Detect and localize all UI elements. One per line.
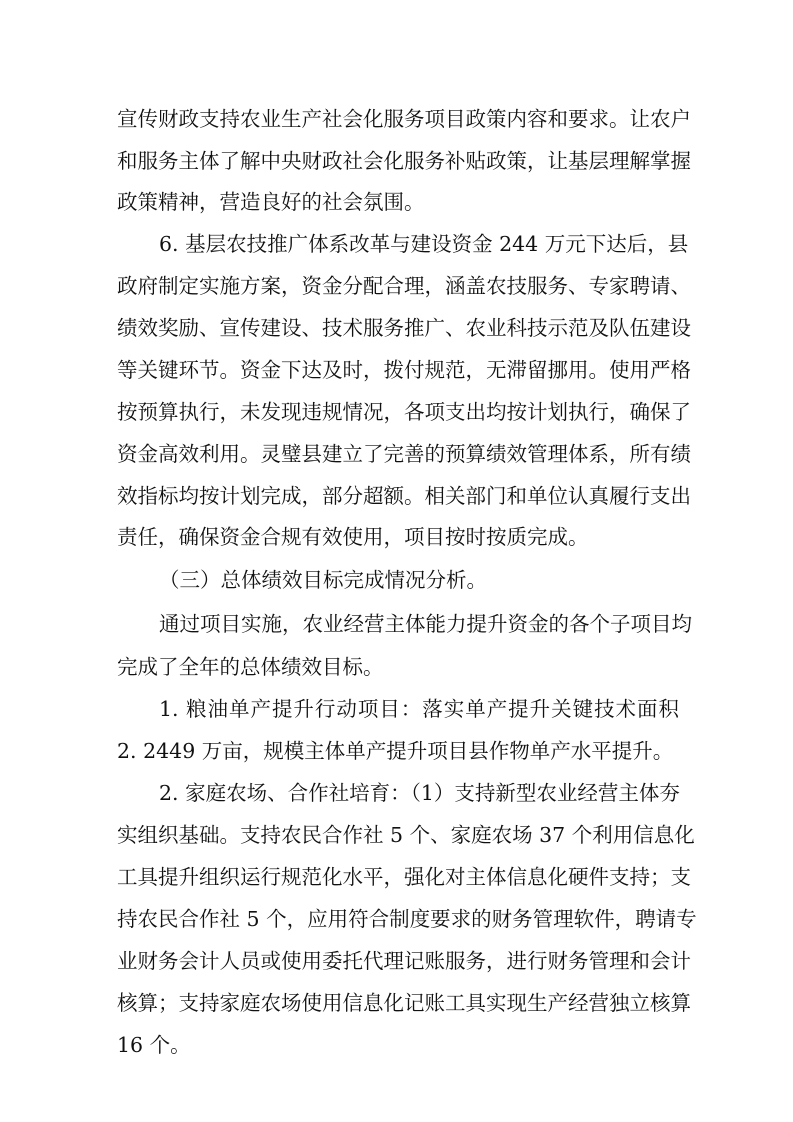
paragraph-line: 实组织基础。支持农民合作社 5 个、家庭农场 37 个利用信息化 [117,823,695,847]
paragraph-line: 持农民合作社 5 个，应用符合制度要求的财务管理软件，聘请专 [117,907,697,931]
paragraph-line: 和服务主体了解中央财政社会化服务补贴政策，让基层理解掌握 [117,149,691,173]
paragraph-line: 等关键环节。资金下达及时，拨付规范，无滞留挪用。使用严格 [117,358,691,382]
paragraph-line: 效指标均按计划完成，部分超额。相关部门和单位认真履行支出 [117,484,691,508]
paragraph-line: 2. 家庭农场、合作社培育：（1）支持新型农业经营主体夯 [159,781,680,805]
section-heading: （三）总体绩效目标完成情况分析。 [159,568,487,592]
paragraph-line: 6. 基层农技推广体系改革与建设资金 244 万元下达后，县 [159,232,689,256]
paragraph-line: 通过项目实施，农业经营主体能力提升资金的各个子项目均 [159,612,692,636]
paragraph-line: 资金高效利用。灵璧县建立了完善的预算绩效管理体系，所有绩 [117,442,691,466]
paragraph-line: 1. 粮油单产提升行动项目：落实单产提升关键技术面积 [159,697,679,721]
paragraph-line: 业财务会计人员或使用委托代理记账服务，进行财务管理和会计 [117,949,691,973]
paragraph-line: 按预算执行，未发现违规情况，各项支出均按计划执行，确保了 [117,400,691,424]
paragraph-line: 责任，确保资金合规有效使用，项目按时按质完成。 [117,525,589,549]
paragraph-line: 完成了全年的总体绩效目标。 [117,655,384,679]
paragraph-line: 政策精神，营造良好的社会氛围。 [117,190,425,214]
paragraph-line: 绩效奖励、宣传建设、技术服务推广、农业科技示范及队伍建设 [117,316,691,340]
paragraph-line: 2. 2449 万亩，规模主体单产提升项目县作物单产水平提升。 [117,739,674,763]
paragraph-line: 政府制定实施方案，资金分配合理，涵盖农技服务、专家聘请、 [117,274,691,298]
paragraph-line: 宣传财政支持农业生产社会化服务项目政策内容和要求。让农户 [117,107,691,131]
paragraph-line: 核算；支持家庭农场使用信息化记账工具实现生产经营独立核算 [117,991,691,1015]
paragraph-line: 16 个。 [117,1033,191,1057]
paragraph-line: 工具提升组织运行规范化水平，强化对主体信息化硬件支持；支 [117,865,691,889]
